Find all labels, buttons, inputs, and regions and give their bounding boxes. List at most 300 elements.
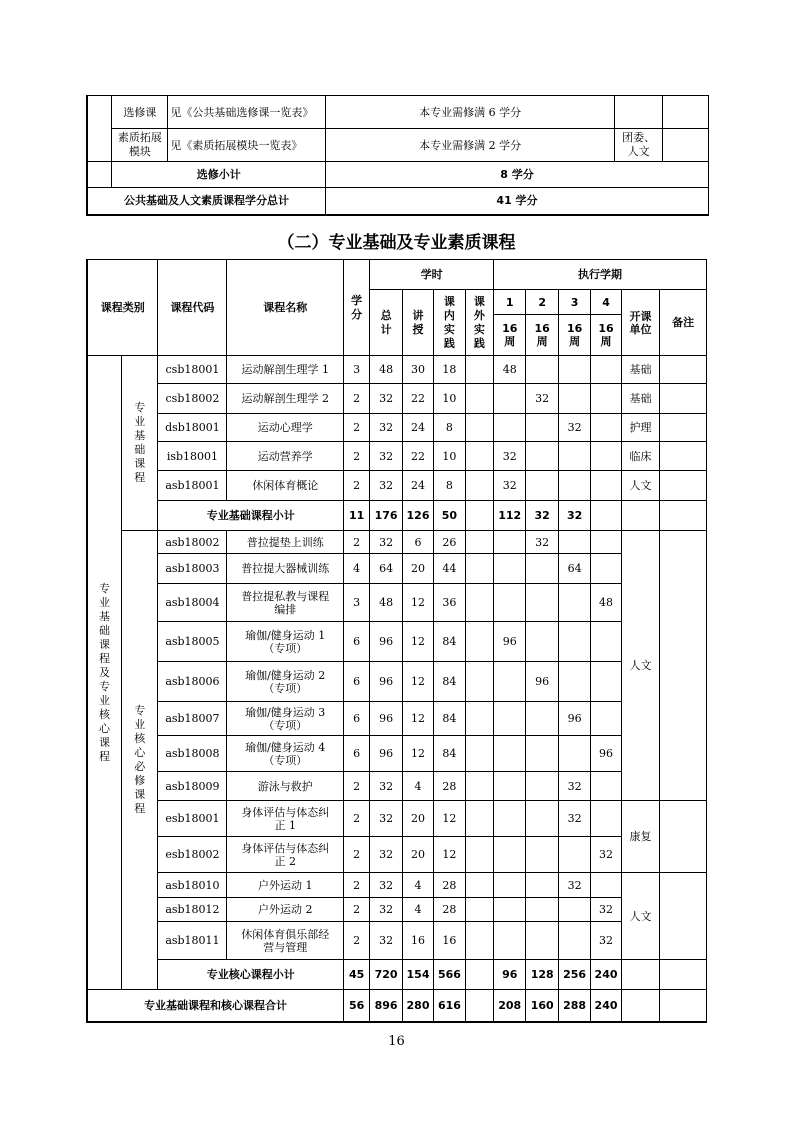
table-row xyxy=(87,622,707,662)
course-code: asb18012 xyxy=(158,898,227,922)
header-lecture: 讲授 xyxy=(402,290,433,356)
grand-total-s1: 208 xyxy=(494,990,526,1022)
course-name: 瑜伽/健身运动 4（专项） xyxy=(227,736,344,772)
unit-cell xyxy=(615,96,663,129)
value-cell-credit: 2 xyxy=(344,531,370,554)
course-code: asb18008 xyxy=(158,736,227,772)
value-cell-s1: 32 xyxy=(494,442,526,471)
course-name: 瑜伽/健身运动 1（专项） xyxy=(227,622,344,662)
value-cell-credit: 6 xyxy=(344,736,370,772)
unit-cell xyxy=(621,990,660,1022)
value-cell-s2 xyxy=(526,837,558,873)
value-cell-lecture: 24 xyxy=(402,414,433,442)
public-total-label: 公共基础及人文素质课程学分总计 xyxy=(87,188,326,215)
value-cell-lecture: 20 xyxy=(402,554,433,584)
course-code: csb18001 xyxy=(158,356,227,384)
grand-total-lecture: 280 xyxy=(402,990,433,1022)
header-sem-1: 1 xyxy=(494,290,526,315)
remark-cell xyxy=(660,442,707,471)
value-cell-credit: 6 xyxy=(344,662,370,702)
value-cell-total: 32 xyxy=(370,801,402,837)
value-cell-credit: 2 xyxy=(344,414,370,442)
value-cell-s3 xyxy=(558,442,590,471)
table-row xyxy=(87,922,707,960)
value-cell-s2 xyxy=(526,702,558,736)
value-cell-total: 32 xyxy=(370,922,402,960)
value-cell-s3 xyxy=(558,898,590,922)
basic-subtotal-label: 专业基础课程小计 xyxy=(158,501,344,531)
header-category: 课程类别 xyxy=(87,260,158,356)
value-cell-credit: 6 xyxy=(344,622,370,662)
course-code: asb18011 xyxy=(158,922,227,960)
value-cell-out xyxy=(465,736,493,772)
subtotal-s4 xyxy=(591,501,621,531)
unit-cell: 人文 xyxy=(621,531,660,801)
grand-total-in: 616 xyxy=(434,990,465,1022)
header-out-practice: 课外实践 xyxy=(465,290,493,356)
value-cell-total: 96 xyxy=(370,622,402,662)
value-cell-total: 32 xyxy=(370,414,402,442)
course-table xyxy=(86,259,707,1023)
remark-cell xyxy=(660,471,707,501)
remark-cell xyxy=(660,501,707,531)
remark-cell xyxy=(660,801,707,873)
value-cell-total: 96 xyxy=(370,702,402,736)
value-cell-s4 xyxy=(591,442,621,471)
course-code: csb18002 xyxy=(158,384,227,414)
core-subtotal-label: 专业核心课程小计 xyxy=(158,960,344,990)
value-cell-lecture: 16 xyxy=(402,922,433,960)
value-cell-credit: 4 xyxy=(344,554,370,584)
elective-subtotal-value: 8 学分 xyxy=(326,162,709,188)
course-name: 普拉提私教与课程编排 xyxy=(227,584,344,622)
table-row xyxy=(87,837,707,873)
value-cell-s1 xyxy=(494,662,526,702)
course-code: asb18002 xyxy=(158,531,227,554)
value-cell-lecture: 20 xyxy=(402,801,433,837)
course-code: asb18007 xyxy=(158,702,227,736)
table-row xyxy=(87,662,707,702)
value-cell-lecture: 6 xyxy=(402,531,433,554)
value-cell-s4 xyxy=(591,471,621,501)
remark-cell xyxy=(660,873,707,960)
value-cell-lecture: 22 xyxy=(402,384,433,414)
grand-total-out xyxy=(465,990,493,1022)
value-cell-s4: 48 xyxy=(591,584,621,622)
course-type: 选修课 xyxy=(112,96,168,129)
value-cell-total: 48 xyxy=(370,584,402,622)
value-cell-out xyxy=(465,414,493,442)
course-name: 户外运动 1 xyxy=(227,873,344,898)
subtotal-credit: 11 xyxy=(344,501,370,531)
value-cell-total: 96 xyxy=(370,662,402,702)
course-code: asb18004 xyxy=(158,584,227,622)
header-in-practice: 课内实践 xyxy=(434,290,465,356)
table-row xyxy=(87,554,707,584)
value-cell-out xyxy=(465,384,493,414)
course-name: 户外运动 2 xyxy=(227,898,344,922)
blank-cell xyxy=(87,96,112,162)
value-cell-s4: 32 xyxy=(591,837,621,873)
unit-cell: 基础 xyxy=(621,356,660,384)
subtotal-in: 50 xyxy=(434,501,465,531)
value-cell-total: 64 xyxy=(370,554,402,584)
value-cell-lecture: 20 xyxy=(402,837,433,873)
value-cell-in: 10 xyxy=(434,442,465,471)
table-row xyxy=(87,772,707,801)
value-cell-credit: 2 xyxy=(344,442,370,471)
value-cell-in: 12 xyxy=(434,837,465,873)
value-cell-s1 xyxy=(494,531,526,554)
value-cell-s2: 32 xyxy=(526,531,558,554)
value-cell-s1: 48 xyxy=(494,356,526,384)
course-name: 身体评估与体态纠正 1 xyxy=(227,801,344,837)
value-cell-credit: 2 xyxy=(344,801,370,837)
header-row xyxy=(87,260,707,290)
value-cell-lecture: 4 xyxy=(402,898,433,922)
value-cell-s2 xyxy=(526,736,558,772)
value-cell-s4 xyxy=(591,622,621,662)
value-cell-s3 xyxy=(558,662,590,702)
subtotal-row xyxy=(87,501,707,531)
value-cell-s4 xyxy=(591,414,621,442)
value-cell-credit: 3 xyxy=(344,356,370,384)
table-row xyxy=(87,471,707,501)
value-cell-credit: 2 xyxy=(344,837,370,873)
requirement-text: 本专业需修满 2 学分 xyxy=(326,129,615,162)
value-cell-s2 xyxy=(526,801,558,837)
table-row xyxy=(87,702,707,736)
value-cell-s2 xyxy=(526,622,558,662)
reference-text: 见《素质拓展模块一览表》 xyxy=(168,129,326,162)
header-sem-2: 2 xyxy=(526,290,558,315)
course-code: asb18001 xyxy=(158,471,227,501)
value-cell-credit: 2 xyxy=(344,922,370,960)
value-cell-s3 xyxy=(558,736,590,772)
value-cell-in: 28 xyxy=(434,772,465,801)
subtotal-total: 720 xyxy=(370,960,402,990)
subtotal-total: 176 xyxy=(370,501,402,531)
unit-cell: 团委、人文 xyxy=(615,129,663,162)
value-cell-out xyxy=(465,442,493,471)
value-cell-in: 28 xyxy=(434,898,465,922)
table-row xyxy=(87,736,707,772)
header-credit: 学分 xyxy=(344,260,370,356)
remark-cell xyxy=(663,129,709,162)
value-cell-s3 xyxy=(558,356,590,384)
value-cell-credit: 3 xyxy=(344,584,370,622)
value-cell-s3 xyxy=(558,384,590,414)
subtotal-credit: 45 xyxy=(344,960,370,990)
value-cell-s2 xyxy=(526,898,558,922)
course-name: 瑜伽/健身运动 3（专项） xyxy=(227,702,344,736)
table-row xyxy=(87,442,707,471)
course-name: 普拉提垫上训练 xyxy=(227,531,344,554)
grand-total-s4: 240 xyxy=(591,990,621,1022)
course-code: asb18010 xyxy=(158,873,227,898)
requirement-text: 本专业需修满 6 学分 xyxy=(326,96,615,129)
value-cell-s3: 32 xyxy=(558,873,590,898)
value-cell-s2 xyxy=(526,873,558,898)
subtotal-s3: 256 xyxy=(558,960,590,990)
value-cell-s4 xyxy=(591,554,621,584)
value-cell-lecture: 22 xyxy=(402,442,433,471)
value-cell-s4 xyxy=(591,772,621,801)
value-cell-out xyxy=(465,471,493,501)
value-cell-s3 xyxy=(558,622,590,662)
course-type: 素质拓展模块 xyxy=(112,129,168,162)
value-cell-credit: 2 xyxy=(344,471,370,501)
basic-category-label: 专业基础课程 xyxy=(121,356,158,531)
core-category-label: 专业核心必修课程 xyxy=(121,531,158,990)
value-cell-credit: 2 xyxy=(344,898,370,922)
value-cell-credit: 2 xyxy=(344,873,370,898)
value-cell-out xyxy=(465,356,493,384)
page-number: 16 xyxy=(388,1034,405,1049)
value-cell-s4 xyxy=(591,873,621,898)
unit-cell xyxy=(621,501,660,531)
grand-total-credit: 56 xyxy=(344,990,370,1022)
value-cell-out xyxy=(465,898,493,922)
value-cell-lecture: 12 xyxy=(402,622,433,662)
subtotal-s1: 96 xyxy=(494,960,526,990)
elective-subtotal-label: 选修小计 xyxy=(112,162,326,188)
header-unit: 开课单位 xyxy=(621,290,660,356)
value-cell-out xyxy=(465,837,493,873)
header-name: 课程名称 xyxy=(227,260,344,356)
value-cell-lecture: 30 xyxy=(402,356,433,384)
value-cell-s3: 32 xyxy=(558,414,590,442)
table-row xyxy=(87,584,707,622)
value-cell-s4 xyxy=(591,356,621,384)
table-row xyxy=(87,96,709,129)
course-code: asb18009 xyxy=(158,772,227,801)
value-cell-in: 18 xyxy=(434,356,465,384)
value-cell-out xyxy=(465,622,493,662)
value-cell-s1 xyxy=(494,837,526,873)
value-cell-s4 xyxy=(591,801,621,837)
value-cell-total: 32 xyxy=(370,772,402,801)
value-cell-s2 xyxy=(526,772,558,801)
course-code: dsb18001 xyxy=(158,414,227,442)
value-cell-total: 32 xyxy=(370,898,402,922)
value-cell-out xyxy=(465,531,493,554)
value-cell-s4 xyxy=(591,531,621,554)
grand-total-s3: 288 xyxy=(558,990,590,1022)
value-cell-s3 xyxy=(558,922,590,960)
value-cell-s3 xyxy=(558,584,590,622)
subtotal-out xyxy=(465,501,493,531)
course-name: 运动解剖生理学 2 xyxy=(227,384,344,414)
remark-cell xyxy=(660,531,707,801)
blank-cell xyxy=(87,162,112,188)
value-cell-total: 32 xyxy=(370,471,402,501)
value-cell-s4: 32 xyxy=(591,922,621,960)
course-name: 瑜伽/健身运动 2（专项） xyxy=(227,662,344,702)
course-name: 运动解剖生理学 1 xyxy=(227,356,344,384)
value-cell-s1 xyxy=(494,702,526,736)
table-row xyxy=(87,129,709,162)
grand-total-total: 896 xyxy=(370,990,402,1022)
value-cell-lecture: 4 xyxy=(402,873,433,898)
unit-cell: 基础 xyxy=(621,384,660,414)
value-cell-s4 xyxy=(591,384,621,414)
subtotal-in: 566 xyxy=(434,960,465,990)
value-cell-lecture: 12 xyxy=(402,584,433,622)
value-cell-s4 xyxy=(591,702,621,736)
header-weeks: 16周 xyxy=(591,315,621,356)
table-row xyxy=(87,356,707,384)
value-cell-s2: 32 xyxy=(526,384,558,414)
value-cell-in: 84 xyxy=(434,662,465,702)
header-weeks: 16周 xyxy=(526,315,558,356)
value-cell-out xyxy=(465,801,493,837)
value-cell-lecture: 4 xyxy=(402,772,433,801)
header-remark: 备注 xyxy=(660,290,707,356)
course-code: esb18002 xyxy=(158,837,227,873)
value-cell-s4: 96 xyxy=(591,736,621,772)
value-cell-lecture: 24 xyxy=(402,471,433,501)
value-cell-credit: 6 xyxy=(344,702,370,736)
subtotal-out xyxy=(465,960,493,990)
value-cell-s3 xyxy=(558,471,590,501)
value-cell-total: 32 xyxy=(370,442,402,471)
elective-summary-table xyxy=(86,95,709,216)
subtotal-row xyxy=(87,960,707,990)
value-cell-s3: 96 xyxy=(558,702,590,736)
value-cell-total: 32 xyxy=(370,531,402,554)
remark-cell xyxy=(660,356,707,384)
course-code: isb18001 xyxy=(158,442,227,471)
public-total-value: 41 学分 xyxy=(326,188,709,215)
unit-cell xyxy=(621,960,660,990)
value-cell-in: 28 xyxy=(434,873,465,898)
course-name: 运动营养学 xyxy=(227,442,344,471)
value-cell-out xyxy=(465,702,493,736)
value-cell-s2 xyxy=(526,554,558,584)
value-cell-out xyxy=(465,772,493,801)
value-cell-s1 xyxy=(494,922,526,960)
value-cell-s2 xyxy=(526,922,558,960)
remark-cell xyxy=(660,960,707,990)
course-code: asb18006 xyxy=(158,662,227,702)
course-code: esb18001 xyxy=(158,801,227,837)
value-cell-s4 xyxy=(591,662,621,702)
value-cell-out xyxy=(465,922,493,960)
course-code: asb18003 xyxy=(158,554,227,584)
table-row xyxy=(87,414,707,442)
remark-cell xyxy=(660,384,707,414)
value-cell-lecture: 12 xyxy=(402,662,433,702)
subtotal-lecture: 126 xyxy=(402,501,433,531)
subtotal-lecture: 154 xyxy=(402,960,433,990)
value-cell-s1: 32 xyxy=(494,471,526,501)
value-cell-s1 xyxy=(494,898,526,922)
value-cell-s1 xyxy=(494,736,526,772)
unit-cell: 康复 xyxy=(621,801,660,873)
table-row xyxy=(87,873,707,898)
value-cell-in: 44 xyxy=(434,554,465,584)
value-cell-in: 36 xyxy=(434,584,465,622)
value-cell-out xyxy=(465,554,493,584)
subtotal-s2: 32 xyxy=(526,501,558,531)
value-cell-in: 8 xyxy=(434,414,465,442)
table-row xyxy=(87,188,709,215)
value-cell-total: 32 xyxy=(370,873,402,898)
header-code: 课程代码 xyxy=(158,260,227,356)
section-title: （二）专业基础及专业素质课程 xyxy=(277,233,516,253)
value-cell-s1 xyxy=(494,414,526,442)
table-row xyxy=(87,898,707,922)
value-cell-s2 xyxy=(526,471,558,501)
course-name: 休闲体育俱乐部经营与管理 xyxy=(227,922,344,960)
remark-cell xyxy=(660,414,707,442)
header-sem-4: 4 xyxy=(591,290,621,315)
value-cell-lecture: 12 xyxy=(402,702,433,736)
value-cell-in: 84 xyxy=(434,702,465,736)
value-cell-s2: 96 xyxy=(526,662,558,702)
course-name: 游泳与救护 xyxy=(227,772,344,801)
value-cell-s3: 64 xyxy=(558,554,590,584)
remark-cell xyxy=(660,990,707,1022)
value-cell-out xyxy=(465,662,493,702)
value-cell-s1 xyxy=(494,384,526,414)
subtotal-s2: 128 xyxy=(526,960,558,990)
value-cell-in: 16 xyxy=(434,922,465,960)
value-cell-total: 96 xyxy=(370,736,402,772)
value-cell-s3 xyxy=(558,531,590,554)
value-cell-lecture: 12 xyxy=(402,736,433,772)
value-cell-total: 32 xyxy=(370,384,402,414)
grand-total-label: 专业基础课程和核心课程合计 xyxy=(87,990,344,1022)
grand-total-row xyxy=(87,990,707,1022)
value-cell-s1 xyxy=(494,554,526,584)
value-cell-total: 32 xyxy=(370,837,402,873)
subtotal-s3: 32 xyxy=(558,501,590,531)
table-row xyxy=(87,531,707,554)
remark-cell xyxy=(663,96,709,129)
value-cell-s3 xyxy=(558,837,590,873)
value-cell-s1 xyxy=(494,801,526,837)
value-cell-s1: 96 xyxy=(494,622,526,662)
reference-text: 见《公共基础选修课一览表》 xyxy=(168,96,326,129)
unit-cell: 护理 xyxy=(621,414,660,442)
table-row xyxy=(87,801,707,837)
outer-category-label: 专业基础课程及专业核心课程 xyxy=(87,356,121,990)
course-name: 普拉提大器械训练 xyxy=(227,554,344,584)
header-semester: 执行学期 xyxy=(494,260,707,290)
value-cell-in: 10 xyxy=(434,384,465,414)
subtotal-s1: 112 xyxy=(494,501,526,531)
value-cell-s3: 32 xyxy=(558,772,590,801)
value-cell-s2 xyxy=(526,584,558,622)
unit-cell: 人文 xyxy=(621,471,660,501)
value-cell-out xyxy=(465,873,493,898)
unit-cell: 人文 xyxy=(621,873,660,960)
value-cell-s3: 32 xyxy=(558,801,590,837)
value-cell-credit: 2 xyxy=(344,772,370,801)
value-cell-s1 xyxy=(494,772,526,801)
value-cell-in: 8 xyxy=(434,471,465,501)
value-cell-s2 xyxy=(526,442,558,471)
value-cell-in: 26 xyxy=(434,531,465,554)
value-cell-out xyxy=(465,584,493,622)
table-row xyxy=(87,162,709,188)
value-cell-in: 12 xyxy=(434,801,465,837)
header-hours: 学时 xyxy=(370,260,494,290)
header-weeks: 16周 xyxy=(558,315,590,356)
value-cell-credit: 2 xyxy=(344,384,370,414)
